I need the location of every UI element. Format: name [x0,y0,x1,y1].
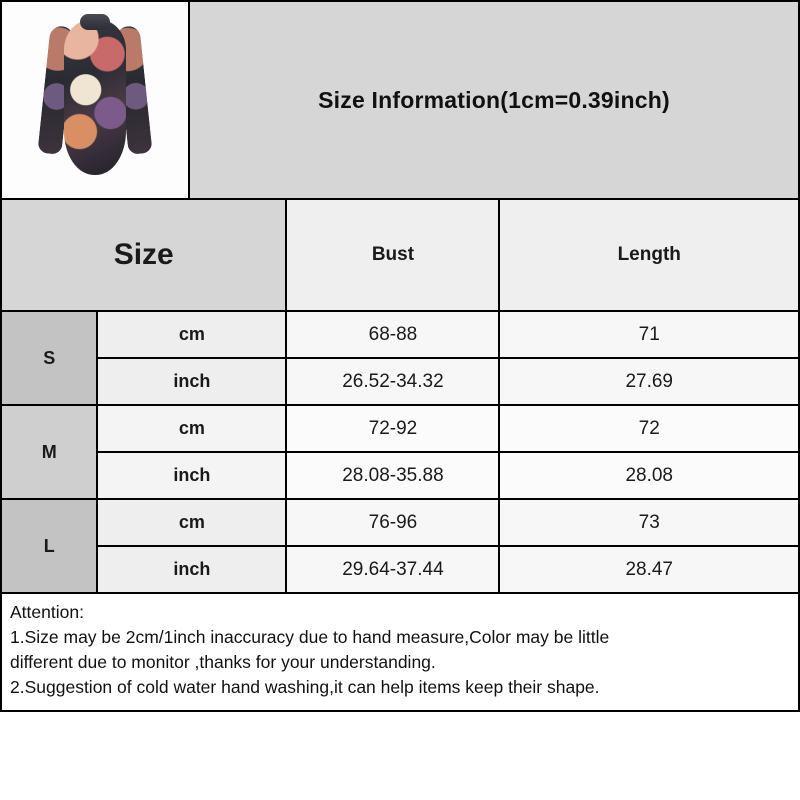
length-cm-m: 72 [499,405,799,452]
length-inch-s: 27.69 [499,358,799,405]
bust-cm-s: 68-88 [286,311,499,358]
unit-cm: cm [97,311,286,358]
bodysuit-illustration [20,8,170,193]
attention-block [0,594,800,712]
table-row [1,405,799,452]
unit-inch: inch [97,546,286,593]
header-size: Size [1,199,286,311]
size-table [0,198,800,594]
bust-inch-m: 28.08-35.88 [286,452,499,499]
chart-title-cell [190,2,798,198]
table-row [1,499,799,546]
length-inch-l: 28.47 [499,546,799,593]
bust-inch-s: 26.52-34.32 [286,358,499,405]
bust-cm-l: 76-96 [286,499,499,546]
table-row [1,546,799,593]
unit-inch: inch [97,452,286,499]
bust-inch-l: 29.64-37.44 [286,546,499,593]
size-label-s: S [1,311,97,405]
table-header-row [1,199,799,311]
unit-inch: inch [97,358,286,405]
table-row [1,452,799,499]
table-row [1,311,799,358]
header-length: Length [499,199,799,311]
bodysuit-neckline [80,14,110,30]
length-inch-m: 28.08 [499,452,799,499]
length-cm-s: 71 [499,311,799,358]
table-row [1,358,799,405]
unit-cm: cm [97,405,286,452]
attention-heading: Attention: [10,602,84,622]
size-label-l: L [1,499,97,593]
attention-note-2: 2.Suggestion of cold water hand washing,it can help items keep their shape. [10,677,600,697]
attention-note-1-line-1: 1.Size may be 2cm/1inch inaccuracy due to hand measure,Color may be little [10,627,610,647]
header-bust: Bust [286,199,499,311]
size-label-m: M [1,405,97,499]
bust-cm-m: 72-92 [286,405,499,452]
bodysuit-torso [64,20,126,175]
chart-header-row [0,0,800,198]
unit-cm: cm [97,499,286,546]
product-image-cell [2,2,190,198]
attention-note-1-line-2: different due to monitor ,thanks for your understanding. [10,652,436,672]
page-title: Size Information(1cm=0.39inch) [318,86,670,113]
length-cm-l: 73 [499,499,799,546]
